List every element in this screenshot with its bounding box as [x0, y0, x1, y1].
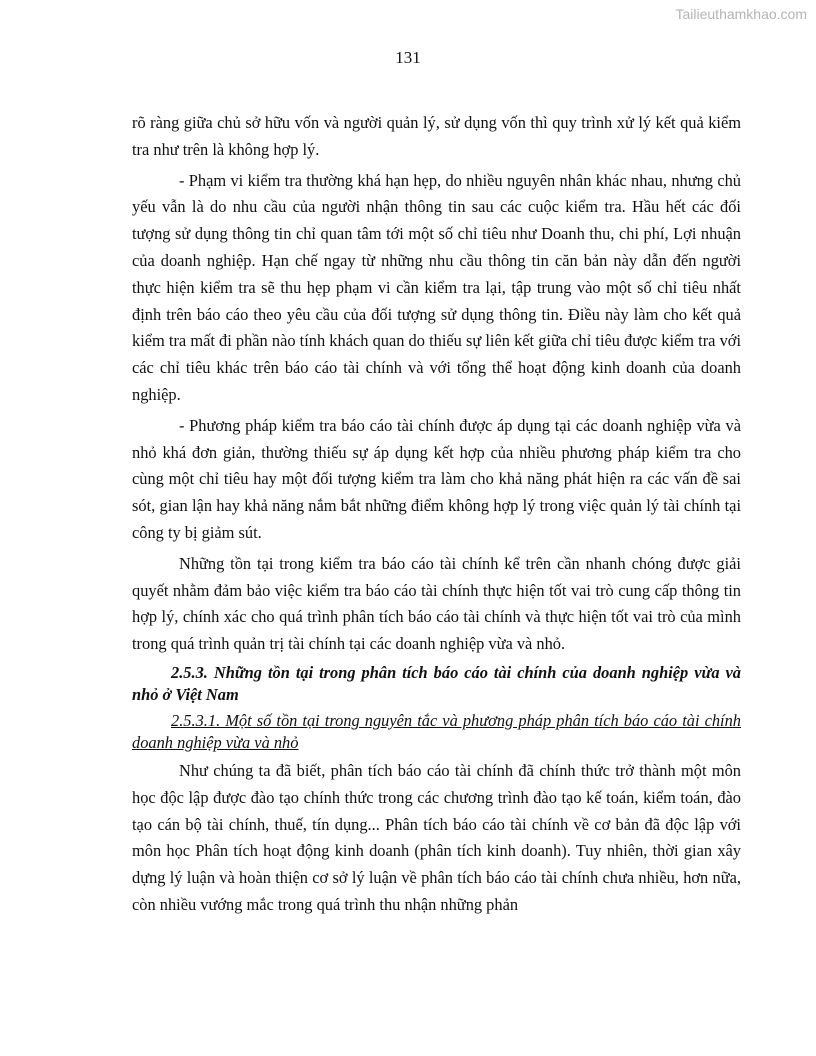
paragraph-5: Như chúng ta đã biết, phân tích báo cáo tài chính đã chính thức trở thành một môn học độc lập được đào tạo chính thức trong các chương trình đào tạo kế toán, kiểm toán, đào tạo cán bộ tài chính, thuế, tín dụng... Phân tích báo cáo tài chính về cơ bản đã độc lập với môn học Phân tích hoạt động kinh doanh (phân tích kinh doanh). Tuy nhiên, thời gian xây dựng lý luận và hoàn thiện cơ sở lý luận về phân tích báo cáo tài chính chưa nhiều, hơn nữa, còn nhiều vướng mắc trong quá trình thu nhận những phản: [132, 760, 741, 914]
body-text: [132, 110, 741, 923]
watermark: Tailieuthamkhao.com: [675, 6, 807, 22]
paragraph-3: - Phương pháp kiểm tra báo cáo tài chính được áp dụng tại các doanh nghiệp vừa và nhỏ khá đơn giản, thường thiếu sự áp dụng kết hợp của nhiều phương pháp kiểm tra cho cùng một chỉ tiêu hay một đối tượng kiểm tra làm cho khả năng phát hiện ra các vấn đề sai sót, gian lận hay khả năng nắm bắt những điểm không hợp lý trong việc quản lý tài chính tại công ty bị giảm sút.: [132, 415, 741, 542]
page-number: 131: [395, 48, 421, 67]
subsection-heading: 2.5.3.1. Một số tồn tại trong nguyên tắc và phương pháp phân tích báo cáo tài chính doanh nghiệp vừa và nhỏ: [132, 710, 741, 752]
paragraph-2: - Phạm vi kiểm tra thường khá hạn hẹp, do nhiều nguyên nhân khác nhau, nhưng chủ yếu vẫn là do nhu cầu của người nhận thông tin sau các cuộc kiểm tra. Hầu hết các đối tượng sử dụng thông tin chỉ quan tâm tới một số chỉ tiêu như Doanh thu, chi phí, Lợi nhuận của doanh nghiệp. Hạn chế ngay từ những nhu cầu thông tin căn bản này dẫn đến người thực hiện kiểm tra sẽ thu hẹp phạm vi cần kiểm tra lại, tập trung vào một số chỉ tiêu nhất định trên báo cáo theo yêu cầu của đối tượng sử dụng thông tin. Điều này làm cho kết quả kiểm tra mất đi phần nào tính khách quan do thiếu sự liên kết giữa chỉ tiêu được kiểm tra với các chỉ tiêu khác trên báo cáo tài chính và với tổng thể hoạt động kinh doanh của doanh nghiệp.: [132, 170, 741, 404]
paragraph-4: Những tồn tại trong kiểm tra báo cáo tài chính kể trên cần nhanh chóng được giải quyết nhằm đảm bảo việc kiểm tra báo cáo tài chính thực hiện tốt vai trò cung cấp thông tin hợp lý, chính xác cho quá trình phân tích báo cáo tài chính và thực hiện tốt vai trò của mình trong quá trình quản trị tài chính tại các doanh nghiệp vừa và nhỏ.: [132, 553, 741, 654]
section-heading: 2.5.3. Những tồn tại trong phân tích báo cáo tài chính của doanh nghiệp vừa và nhỏ ở Việt Nam: [132, 662, 741, 704]
paragraph-1: rõ ràng giữa chủ sở hữu vốn và người quản lý, sử dụng vốn thì quy trình xử lý kết quả kiểm tra như trên là không hợp lý.: [132, 113, 741, 159]
